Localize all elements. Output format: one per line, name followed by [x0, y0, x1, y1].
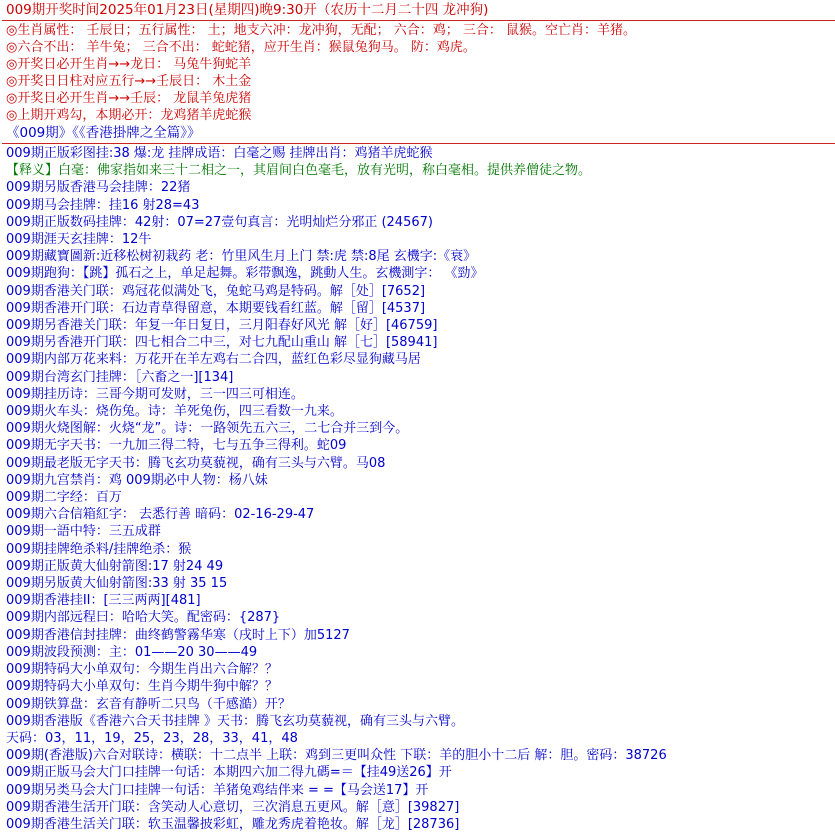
- attributes-block: [2, 22, 835, 124]
- content-row: 009期香港信封挂牌：曲终鹤警霧华寒（戌时上下）加5127: [6, 627, 350, 643]
- content-row: 009期挂牌绝杀料/挂牌绝杀：猴: [6, 541, 192, 557]
- content-row: 009期正版马会大门口挂牌一句话：本期四六加二得九碼=＝【挂49送26】开: [6, 765, 452, 781]
- content-row: 009期另版香港马会挂牌：22猪: [6, 180, 191, 196]
- content-row: 009期内部万花来料：万花开在羊左鸡右二合四，蓝红色彩尽显狗藏马居: [6, 352, 421, 368]
- content-row: 009期挂历诗：三哥今期可发财，三一四三可相连。: [6, 386, 304, 402]
- content-row: 009期涯天玄挂牌：12牛: [6, 232, 152, 248]
- content-rows: [2, 145, 835, 833]
- content-row: 【释义】白毫：佛家指如来三十二相之一，其眉间白色毫毛，放有光明，称白毫相。提供养僧徒之物。: [6, 163, 592, 179]
- content-row: 009期正版数码挂牌：42射：07=27壹句真言：光明灿烂分邪正 (24567): [6, 214, 433, 230]
- attribute-line: ◎六合不出： 羊牛兔； 三合不出： 蛇蛇猪，应开生肖：猴鼠兔狗马。 防：鸡虎。: [6, 40, 476, 55]
- content-row: 009期波段预测：主：01——20 30——49: [6, 644, 258, 660]
- content-row: 009期铁算盘：玄音有静听二只鸟（千感澔）开？: [6, 696, 291, 712]
- content-row: 009期香港开门联：石边青草得留意，本期要钱看红蓝。解［留］[4537]: [6, 300, 426, 316]
- attribute-line: ◎开奖日日柱对应五行→→壬辰日： 木土金: [6, 74, 252, 89]
- content-row: 009期二字经：百万: [6, 490, 122, 506]
- content-row: 009期一語中特：三五成群: [6, 524, 161, 540]
- attribute-line: ◎开奖日必开生肖→→壬辰： 龙鼠羊兔虎猪: [6, 91, 252, 106]
- content-row: 009期另香港开门联：四七相合二中三，对七九配山重山 解［七］[58941]: [6, 335, 438, 351]
- attribute-line: ◎开奖日必开生肖→→龙日： 马兔牛狗蛇羊: [6, 57, 252, 72]
- content-row: 009期马会挂牌：挂16 射28=43: [6, 197, 200, 213]
- content-row: 009期藏寶圖新:近移松树初栽药 老：竹里风生月上门 禁:虎 禁:8尾 玄機字:《衰》: [6, 249, 477, 265]
- content-row: 009期正版黄大仙射箭图:17 射24 49: [6, 558, 224, 574]
- content-row: 009期火烧图解：火烧“龙”。诗：一路领先五六三，二七合并三到今。: [6, 421, 409, 437]
- attribute-line: ◎上期开鸡勾，本期必开：龙鸡猪羊虎蛇猴: [6, 108, 252, 123]
- content-row: 009期香港生活关门联：软玉温馨披彩虹，雕龙秀虎着艳妆。解［龙］[28736]: [6, 816, 460, 832]
- content-row: 009期特码大小单双句：今期生肖出六合解？？: [6, 662, 278, 678]
- content-row: 009期香港关门联：鸡冠花似满处飞，兔蛇马鸡是特码。解［处］[7652]: [6, 283, 426, 299]
- content-row: 009期无字天书：一九加三得二特，七与五争三得利。蛇09: [6, 438, 347, 454]
- content-row: 009期九宫禁肖：鸡 009期必中人物：杨八妹: [6, 472, 268, 488]
- draw-time-header: 009期开奖时间2025年01月23日(星期四)晚9:30开（农历十二月二十四 龙冲狗): [6, 2, 489, 18]
- content-row: 009期跑狗：【跳】孤石之上，单足起舞。彩带飘逸，跳動人生。玄機測字： 《勁》: [6, 266, 484, 282]
- content-row: 009期(香港版)六合对联诗：横联：十二点半 上联：鸡到三更叫众性 下联：羊的胆小十二后 解：胆。密码：38726: [6, 748, 667, 764]
- content-row: 009期香港挂II：[三三两两][481]: [6, 593, 201, 609]
- section-divider: [2, 143, 835, 144]
- content-row: 009期台湾玄门挂牌：［六畜之一][134]: [6, 369, 234, 385]
- content-row: 009期香港生活开门联：含笑动人心意切，三次消息五更风。解［意］[39827]: [6, 799, 460, 815]
- content-row: 009期另香港关门联：年复一年日复日，三月阳春好风光 解［好］[46759]: [6, 318, 438, 334]
- content-row: 009期香港版《香港六合天书挂牌 》天书：腾飞玄功莫藐视，确有三头与六臂。: [6, 713, 464, 729]
- content-row: 天码：03，11，19，25，23，28，33，41，48: [6, 730, 298, 746]
- content-row: 009期火车头：烧伤兔。诗：羊死兔伤，四三看数一九来。: [6, 404, 343, 420]
- header-divider: [2, 20, 835, 21]
- content-row: 009期六合信箱紅字： 去悉行善 暗码：02-16-29-47: [6, 507, 315, 523]
- attribute-line: ◎生肖属性： 壬辰日；五行属性： 土；地支六冲：龙冲狗，无配； 六合：鸡； 三合： 鼠猴。空亡肖：羊猪。: [6, 23, 637, 38]
- section-title: 《009期》《《香港掛牌之全篇》》: [6, 125, 201, 141]
- content-row: 009期另版黄大仙射箭图:33 射 35 15: [6, 576, 228, 592]
- content-row: 009期特码大小单双句：生肖今期牛狗中解？？: [6, 679, 278, 695]
- content-row: 009期另类马会大门口挂牌一句话：羊猪兔鸡结伴来 = =【马会送17】开: [6, 782, 429, 798]
- content-row: 009期正版彩图挂:38 爆:龙 挂牌成语：白毫之赐 挂牌出肖：鸡猪羊虎蛇猴: [6, 146, 433, 161]
- content-row: 009期最老版无字天书：腾飞玄功莫藐视，确有三头与六臂。马08: [6, 455, 386, 471]
- content-row: 009期内部远程曰：哈哈大笑。配密码：{287}: [6, 610, 281, 626]
